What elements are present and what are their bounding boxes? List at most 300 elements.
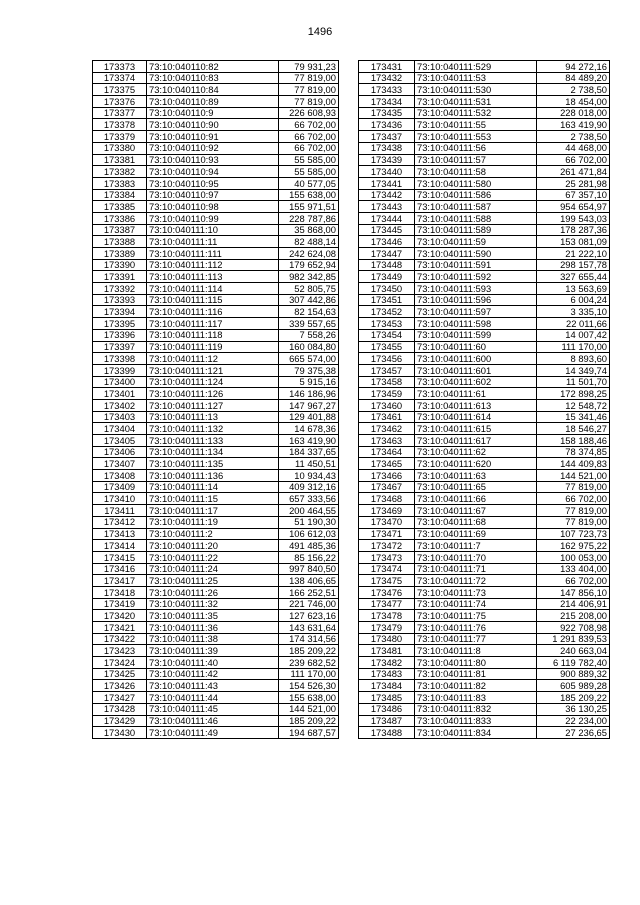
row-number-cell: 173450: [359, 283, 415, 295]
table-row: [93, 727, 339, 739]
row-number-cell: 173395: [93, 318, 147, 330]
cadastral-value-cell: 982 342,85: [279, 271, 339, 283]
table-row: [359, 727, 610, 739]
table-row: [93, 119, 339, 131]
row-number-cell: 173466: [359, 470, 415, 482]
table-row: [359, 505, 610, 517]
table-row: [359, 236, 610, 248]
cadastral-value-cell: 77 819,00: [279, 96, 339, 108]
table-row: [93, 516, 339, 528]
cadastral-value-cell: 178 287,36: [537, 224, 610, 236]
table-row: [359, 189, 610, 201]
row-number-cell: 173445: [359, 224, 415, 236]
cadastral-value-cell: 307 442,86: [279, 294, 339, 306]
row-number-cell: 173419: [93, 598, 147, 610]
cadastral-value-cell: 163 419,90: [537, 119, 610, 131]
cadastral-value-cell: 298 157,78: [537, 259, 610, 271]
cadastral-number-cell: 73:10:040111:597: [415, 306, 537, 318]
cadastral-number-cell: 73:10:040111:61: [415, 388, 537, 400]
cadastral-number-cell: 73:10:040110:91: [147, 131, 279, 143]
cadastral-number-cell: 73:10:040111:617: [415, 435, 537, 447]
table-row: [93, 622, 339, 634]
table-row: [359, 470, 610, 482]
cadastral-value-cell: 14 678,36: [279, 423, 339, 435]
cadastral-value-cell: 36 130,25: [537, 703, 610, 715]
cadastral-number-cell: 73:10:040111:615: [415, 423, 537, 435]
row-number-cell: 173476: [359, 586, 415, 598]
table-row: [359, 516, 610, 528]
table-row: [93, 259, 339, 271]
cadastral-number-cell: 73:10:040111:620: [415, 458, 537, 470]
row-number-cell: 173443: [359, 201, 415, 213]
row-number-cell: 173434: [359, 96, 415, 108]
cadastral-number-cell: 73:10:040111:42: [147, 668, 279, 680]
cadastral-number-cell: 73:10:040111:32: [147, 598, 279, 610]
row-number-cell: 173470: [359, 516, 415, 528]
table-row: [93, 341, 339, 353]
cadastral-value-cell: 133 404,00: [537, 563, 610, 575]
row-number-cell: 173381: [93, 154, 147, 166]
cadastral-value-cell: 55 585,00: [279, 154, 339, 166]
cadastral-value-cell: 6 119 782,40: [537, 657, 610, 669]
cadastral-number-cell: 73:10:040111:591: [415, 259, 537, 271]
cadastral-value-cell: 27 236,65: [537, 727, 610, 739]
table-row: [93, 668, 339, 680]
cadastral-number-cell: 73:10:040111:115: [147, 294, 279, 306]
row-number-cell: 173455: [359, 341, 415, 353]
table-row: [359, 680, 610, 692]
cadastral-number-cell: 73:10:040111:111: [147, 248, 279, 260]
row-number-cell: 173413: [93, 528, 147, 540]
cadastral-value-cell: 185 209,22: [279, 645, 339, 657]
cadastral-value-cell: 18 546,27: [537, 423, 610, 435]
cadastral-value-cell: 144 409,83: [537, 458, 610, 470]
table-row: [359, 481, 610, 493]
table-row: [359, 259, 610, 271]
cadastral-number-cell: 73:10:040111:112: [147, 259, 279, 271]
row-number-cell: 173417: [93, 575, 147, 587]
table-row: [93, 470, 339, 482]
cadastral-value-cell: 14 007,42: [537, 329, 610, 341]
cadastral-value-cell: 2 738,50: [537, 131, 610, 143]
table-row: [93, 364, 339, 376]
table-row: [359, 131, 610, 143]
cadastral-value-cell: 11 501,70: [537, 376, 610, 388]
row-number-cell: 173405: [93, 435, 147, 447]
cadastral-number-cell: 73:10:040111:588: [415, 212, 537, 224]
row-number-cell: 173401: [93, 388, 147, 400]
cadastral-value-cell: 77 819,00: [537, 505, 610, 517]
cadastral-number-cell: 73:10:040111:529: [415, 61, 537, 73]
table-row: [93, 283, 339, 295]
cadastral-number-cell: 73:10:040111:15: [147, 493, 279, 505]
cadastral-value-cell: 77 819,00: [537, 516, 610, 528]
table-row: [93, 166, 339, 178]
table-row: [93, 446, 339, 458]
row-number-cell: 173463: [359, 435, 415, 447]
table-row: [359, 212, 610, 224]
cadastral-number-cell: 73:10:040111:73: [415, 586, 537, 598]
table-row: [93, 96, 339, 108]
row-number-cell: 173449: [359, 271, 415, 283]
table-row: [93, 142, 339, 154]
row-number-cell: 173402: [93, 399, 147, 411]
row-number-cell: 173437: [359, 131, 415, 143]
row-number-cell: 173407: [93, 458, 147, 470]
cadastral-value-cell: 900 889,32: [537, 668, 610, 680]
table-row: [93, 598, 339, 610]
cadastral-number-cell: 73:10:040111:82: [415, 680, 537, 692]
row-number-cell: 173392: [93, 283, 147, 295]
row-number-cell: 173375: [93, 84, 147, 96]
cadastral-value-cell: 6 004,24: [537, 294, 610, 306]
row-number-cell: 173486: [359, 703, 415, 715]
cadastral-number-cell: 73:10:040110:82: [147, 61, 279, 73]
cadastral-number-cell: 73:10:040111:599: [415, 329, 537, 341]
table-row: [359, 364, 610, 376]
cadastral-number-cell: 73:10:040111:114: [147, 283, 279, 295]
row-number-cell: 173373: [93, 61, 147, 73]
cadastral-number-cell: 73:10:040111:67: [415, 505, 537, 517]
row-number-cell: 173488: [359, 727, 415, 739]
row-number-cell: 173472: [359, 540, 415, 552]
table-row: [359, 341, 610, 353]
cadastral-number-cell: 73:10:040111:136: [147, 470, 279, 482]
table-row: [359, 645, 610, 657]
row-number-cell: 173404: [93, 423, 147, 435]
cadastral-number-cell: 73:10:040111:833: [415, 715, 537, 727]
cadastral-value-cell: 66 702,00: [537, 154, 610, 166]
table-row: [359, 540, 610, 552]
row-number-cell: 173398: [93, 353, 147, 365]
table-row: [93, 84, 339, 96]
row-number-cell: 173376: [93, 96, 147, 108]
cadastral-value-cell: 100 053,00: [537, 551, 610, 563]
cadastral-value-cell: 155 638,00: [279, 692, 339, 704]
cadastral-value-cell: 155 971,51: [279, 201, 339, 213]
table-row: [93, 131, 339, 143]
cadastral-number-cell: 73:10:040111:586: [415, 189, 537, 201]
cadastral-value-cell: 127 623,16: [279, 610, 339, 622]
cadastral-number-cell: 73:10:040111:12: [147, 353, 279, 365]
row-number-cell: 173440: [359, 166, 415, 178]
table-row: [359, 107, 610, 119]
cadastral-value-cell: 155 638,00: [279, 189, 339, 201]
row-number-cell: 173441: [359, 177, 415, 189]
row-number-cell: 173389: [93, 248, 147, 260]
table-row: [93, 528, 339, 540]
row-number-cell: 173480: [359, 633, 415, 645]
table-row: [359, 551, 610, 563]
cadastral-number-cell: 73:10:040111:36: [147, 622, 279, 634]
cadastral-number-cell: 73:10:040111:83: [415, 692, 537, 704]
table-row: [93, 224, 339, 236]
row-number-cell: 173400: [93, 376, 147, 388]
table-row: [93, 423, 339, 435]
cadastral-value-cell: 7 558,26: [279, 329, 339, 341]
cadastral-number-cell: 73:10:040111:8: [415, 645, 537, 657]
row-number-cell: 173397: [93, 341, 147, 353]
cadastral-number-cell: 73:10:040111:133: [147, 435, 279, 447]
row-number-cell: 173425: [93, 668, 147, 680]
table-row: [93, 353, 339, 365]
table-row: [359, 154, 610, 166]
cadastral-number-cell: 73:10:040111:25: [147, 575, 279, 587]
table-row: [359, 435, 610, 447]
cadastral-number-cell: 73:10:040111:2: [147, 528, 279, 540]
cadastral-number-cell: 73:10:040111:127: [147, 399, 279, 411]
row-number-cell: 173388: [93, 236, 147, 248]
row-number-cell: 173421: [93, 622, 147, 634]
row-number-cell: 173409: [93, 481, 147, 493]
cadastral-number-cell: 73:10:040111:593: [415, 283, 537, 295]
row-number-cell: 173478: [359, 610, 415, 622]
cadastral-value-cell: 67 357,10: [537, 189, 610, 201]
cadastral-number-cell: 73:10:040110:83: [147, 72, 279, 84]
cadastral-number-cell: 73:10:040111:65: [415, 481, 537, 493]
cadastral-value-cell: 66 702,00: [537, 575, 610, 587]
cadastral-number-cell: 73:10:040111:74: [415, 598, 537, 610]
cadastral-number-cell: 73:10:040110:98: [147, 201, 279, 213]
table-row: [93, 399, 339, 411]
cadastral-number-cell: 73:10:040111:20: [147, 540, 279, 552]
cadastral-value-cell: 11 450,51: [279, 458, 339, 470]
table-row: [359, 294, 610, 306]
row-number-cell: 173487: [359, 715, 415, 727]
cadastral-number-cell: 73:10:040111:602: [415, 376, 537, 388]
cadastral-number-cell: 73:10:040111:72: [415, 575, 537, 587]
table-row: [93, 458, 339, 470]
cadastral-number-cell: 73:10:040111:600: [415, 353, 537, 365]
table-row: [359, 668, 610, 680]
table-row: [93, 435, 339, 447]
cadastral-value-cell: 163 419,90: [279, 435, 339, 447]
row-number-cell: 173456: [359, 353, 415, 365]
table-row: [359, 142, 610, 154]
row-number-cell: 173411: [93, 505, 147, 517]
cadastral-number-cell: 73:10:040110:95: [147, 177, 279, 189]
cadastral-number-cell: 73:10:040111:38: [147, 633, 279, 645]
cadastral-number-cell: 73:10:040110:89: [147, 96, 279, 108]
cadastral-value-cell: 954 654,97: [537, 201, 610, 213]
row-number-cell: 173484: [359, 680, 415, 692]
cadastral-value-cell: 10 934,43: [279, 470, 339, 482]
cadastral-number-cell: 73:10:040111:118: [147, 329, 279, 341]
row-number-cell: 173414: [93, 540, 147, 552]
cadastral-value-cell: 184 337,65: [279, 446, 339, 458]
cadastral-value-cell: 221 746,00: [279, 598, 339, 610]
cadastral-value-cell: 79 375,38: [279, 364, 339, 376]
cadastral-value-cell: 665 574,00: [279, 353, 339, 365]
table-row: [359, 376, 610, 388]
cadastral-number-cell: 73:10:040111:19: [147, 516, 279, 528]
cadastral-value-cell: 144 521,00: [279, 703, 339, 715]
row-number-cell: 173415: [93, 551, 147, 563]
table-row: [359, 715, 610, 727]
cadastral-value-cell: 12 548,72: [537, 399, 610, 411]
table-row: [93, 376, 339, 388]
cadastral-number-cell: 73:10:040111:63: [415, 470, 537, 482]
table-row: [93, 563, 339, 575]
table-row: [93, 633, 339, 645]
table-row: [93, 586, 339, 598]
row-number-cell: 173396: [93, 329, 147, 341]
row-number-cell: 173429: [93, 715, 147, 727]
cadastral-number-cell: 73:10:040111:832: [415, 703, 537, 715]
table-row: [359, 224, 610, 236]
table-row: [93, 610, 339, 622]
cadastral-value-cell: 226 608,93: [279, 107, 339, 119]
cadastral-number-cell: 73:10:040111:46: [147, 715, 279, 727]
cadastral-value-cell: 242 624,08: [279, 248, 339, 260]
cadastral-value-cell: 14 349,74: [537, 364, 610, 376]
cadastral-value-cell: 409 312,16: [279, 481, 339, 493]
cadastral-number-cell: 73:10:040111:135: [147, 458, 279, 470]
row-number-cell: 173383: [93, 177, 147, 189]
table-row: [93, 388, 339, 400]
cadastral-value-cell: 129 401,88: [279, 411, 339, 423]
row-number-cell: 173485: [359, 692, 415, 704]
cadastral-value-cell: 997 840,50: [279, 563, 339, 575]
cadastral-number-cell: 73:10:040111:121: [147, 364, 279, 376]
row-number-cell: 173374: [93, 72, 147, 84]
cadastral-number-cell: 73:10:040111:22: [147, 551, 279, 563]
cadastral-value-cell: 194 687,57: [279, 727, 339, 739]
row-number-cell: 173438: [359, 142, 415, 154]
cadastral-value-cell: 261 471,84: [537, 166, 610, 178]
cadastral-value-cell: 185 209,22: [279, 715, 339, 727]
row-number-cell: 173432: [359, 72, 415, 84]
cadastral-number-cell: 73:10:040110:92: [147, 142, 279, 154]
row-number-cell: 173385: [93, 201, 147, 213]
table-row: [359, 318, 610, 330]
row-number-cell: 173430: [93, 727, 147, 739]
cadastral-number-cell: 73:10:040111:596: [415, 294, 537, 306]
table-row: [359, 353, 610, 365]
cadastral-number-cell: 73:10:040111:13: [147, 411, 279, 423]
cadastral-value-cell: 143 631,64: [279, 622, 339, 634]
cadastral-value-cell: 77 819,00: [279, 72, 339, 84]
table-row: [93, 201, 339, 213]
cadastral-number-cell: 73:10:040111:592: [415, 271, 537, 283]
register-table-right-body: [359, 61, 610, 739]
table-row: [93, 575, 339, 587]
cadastral-number-cell: 73:10:040111:68: [415, 516, 537, 528]
table-row: [93, 645, 339, 657]
cadastral-number-cell: 73:10:040111:58: [415, 166, 537, 178]
cadastral-number-cell: 73:10:040111:590: [415, 248, 537, 260]
cadastral-value-cell: 1 291 839,53: [537, 633, 610, 645]
cadastral-value-cell: 174 314,56: [279, 633, 339, 645]
row-number-cell: 173473: [359, 551, 415, 563]
cadastral-number-cell: 73:10:040111:613: [415, 399, 537, 411]
cadastral-value-cell: 657 333,56: [279, 493, 339, 505]
table-row: [93, 212, 339, 224]
cadastral-value-cell: 179 652,94: [279, 259, 339, 271]
cadastral-value-cell: 240 663,04: [537, 645, 610, 657]
cadastral-value-cell: 35 868,00: [279, 224, 339, 236]
table-row: [359, 166, 610, 178]
cadastral-value-cell: 78 374,85: [537, 446, 610, 458]
table-row: [93, 411, 339, 423]
row-number-cell: 173468: [359, 493, 415, 505]
cadastral-number-cell: 73:10:040111:57: [415, 154, 537, 166]
cadastral-number-cell: 73:10:040111:553: [415, 131, 537, 143]
table-row: [359, 446, 610, 458]
cadastral-number-cell: 73:10:040111:531: [415, 96, 537, 108]
row-number-cell: 173475: [359, 575, 415, 587]
cadastral-number-cell: 73:10:040111:40: [147, 657, 279, 669]
table-row: [359, 84, 610, 96]
row-number-cell: 173457: [359, 364, 415, 376]
cadastral-number-cell: 73:10:040111:49: [147, 727, 279, 739]
row-number-cell: 173403: [93, 411, 147, 423]
cadastral-number-cell: 73:10:040111:35: [147, 610, 279, 622]
table-row: [359, 598, 610, 610]
table-row: [359, 177, 610, 189]
table-row: [359, 622, 610, 634]
row-number-cell: 173458: [359, 376, 415, 388]
table-row: [93, 703, 339, 715]
cadastral-value-cell: 13 563,69: [537, 283, 610, 295]
cadastral-value-cell: 55 585,00: [279, 166, 339, 178]
cadastral-value-cell: 215 208,00: [537, 610, 610, 622]
row-number-cell: 173453: [359, 318, 415, 330]
cadastral-number-cell: 73:10:040111:116: [147, 306, 279, 318]
table-row: [359, 329, 610, 341]
register-table-right: [358, 60, 610, 739]
cadastral-value-cell: 200 464,55: [279, 505, 339, 517]
cadastral-number-cell: 73:10:040111:81: [415, 668, 537, 680]
row-number-cell: 173424: [93, 657, 147, 669]
cadastral-value-cell: 51 190,30: [279, 516, 339, 528]
table-row: [359, 692, 610, 704]
row-number-cell: 173433: [359, 84, 415, 96]
cadastral-value-cell: 228 018,00: [537, 107, 610, 119]
cadastral-value-cell: 66 702,00: [537, 493, 610, 505]
cadastral-number-cell: 73:10:040110:9: [147, 107, 279, 119]
cadastral-value-cell: 166 252,51: [279, 586, 339, 598]
row-number-cell: 173454: [359, 329, 415, 341]
cadastral-number-cell: 73:10:040110:84: [147, 84, 279, 96]
cadastral-number-cell: 73:10:040111:601: [415, 364, 537, 376]
cadastral-value-cell: 82 154,63: [279, 306, 339, 318]
table-row: [93, 715, 339, 727]
row-number-cell: 173426: [93, 680, 147, 692]
cadastral-number-cell: 73:10:040110:97: [147, 189, 279, 201]
cadastral-value-cell: 922 708,98: [537, 622, 610, 634]
cadastral-value-cell: 79 931,23: [279, 61, 339, 73]
table-row: [359, 201, 610, 213]
cadastral-value-cell: 5 915,16: [279, 376, 339, 388]
cadastral-number-cell: 73:10:040111:532: [415, 107, 537, 119]
cadastral-number-cell: 73:10:040111:614: [415, 411, 537, 423]
row-number-cell: 173418: [93, 586, 147, 598]
cadastral-value-cell: 44 468,00: [537, 142, 610, 154]
row-number-cell: 173469: [359, 505, 415, 517]
row-number-cell: 173382: [93, 166, 147, 178]
cadastral-number-cell: 73:10:040111:119: [147, 341, 279, 353]
cadastral-value-cell: 84 489,20: [537, 72, 610, 84]
table-row: [93, 692, 339, 704]
table-row: [93, 107, 339, 119]
cadastral-number-cell: 73:10:040111:80: [415, 657, 537, 669]
cadastral-value-cell: 2 738,50: [537, 84, 610, 96]
row-number-cell: 173380: [93, 142, 147, 154]
row-number-cell: 173467: [359, 481, 415, 493]
cadastral-number-cell: 73:10:040111:59: [415, 236, 537, 248]
row-number-cell: 173390: [93, 259, 147, 271]
